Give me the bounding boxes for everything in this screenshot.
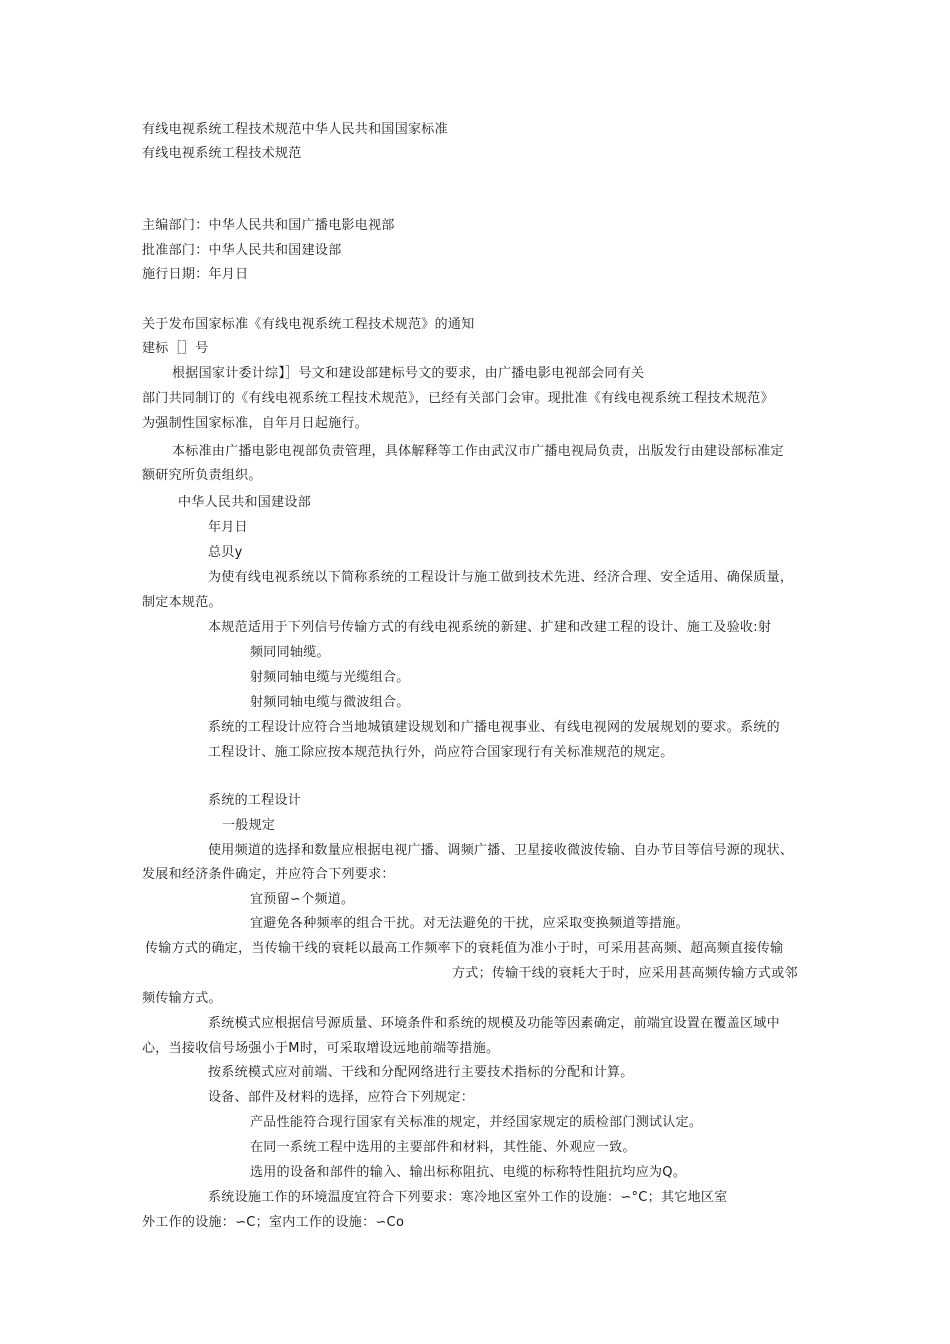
design-clause-3-line-1: 系统模式应根据信号源质量、环境条件和系统的规模及功能等因素确定，前端宜设置在覆盖区域中 (208, 1016, 780, 1031)
design-clause-1-line-2: 发展和经济条件确定，并应符合下列要求： (142, 867, 395, 882)
design-clause-2-line-1: 传输方式的确定，当传输干线的衰耗以最高工作频率下的衰耗值为准小于时，可采用甚高频、超高频直接传输 (145, 941, 784, 956)
general-clause-3-line-2: 工程设计、施工除应按本规范执行外，尚应符合国家现行有关标准规范的规定。 (208, 745, 674, 760)
design-clause-1-item-2: 宜避免各种频率的组合干扰。对无法避免的干扰，应采取变换频道等措施。 (250, 916, 689, 931)
signature-organization: 中华人民共和国建设部 (178, 495, 312, 510)
design-clause-6-line-2: 外工作的设施：∽C；室内工作的设施：∽Co (142, 1215, 405, 1230)
effective-date: 施行日期：年月日 (142, 267, 249, 282)
approver-department: 批准部门：中华人民共和国建设部 (142, 243, 342, 258)
design-clause-5-item-3: 选用的设备和部件的输入、输出标称阻抗、电缆的标称特性阻抗均应为Q。 (250, 1165, 687, 1180)
general-clause-2-item-3: 射频同轴电缆与微波组合。 (250, 695, 410, 710)
general-clause-1-line-1: 为使有线电视系统以下简称系统的工程设计与施工做到技术先进、经济合理、安全适用、确保质量， (208, 570, 794, 585)
title-line-1: 有线电视系统工程技术规范中华人民共和国国家标准 (142, 122, 448, 137)
general-heading: 总贝y (208, 545, 243, 560)
general-clause-1-line-2: 制定本规范。 (142, 595, 222, 610)
notice-title: 关于发布国家标准《有线电视系统工程技术规范》的通知 (142, 317, 475, 332)
signature-date: 年月日 (208, 520, 248, 535)
design-clause-2-line-2: 方式；传输干线的衰耗大于时，应采用甚高频传输方式或邻 (452, 966, 798, 981)
subsection-heading-general: 一般规定 (222, 818, 276, 833)
design-clause-1-item-1: 宜预留∽个频道。 (250, 892, 355, 907)
notice-paragraph-1-line-3: 为强制性国家标准，自年月日起施行。 (142, 416, 369, 431)
notice-number: 建标［］号 (142, 341, 209, 356)
general-clause-3-line-1: 系统的工程设计应符合当地城镇建设规划和广播电视事业、有线电视网的发展规划的要求。系统的 (208, 720, 780, 735)
section-heading-design: 系统的工程设计 (208, 793, 302, 808)
design-clause-1-line-1: 使用频道的选择和数量应根据电视广播、调频广播、卫星接收微波传输、自办节目等信号源的现状、 (208, 843, 794, 858)
notice-paragraph-2-line-1: 本标准由广播电影电视部负责管理，具体解释等工作由武汉市广播电视局负责，出版发行由建设部标准定 (172, 444, 784, 459)
title-line-2: 有线电视系统工程技术规范 (142, 146, 302, 161)
general-clause-2: 本规范适用于下列信号传输方式的有线电视系统的新建、扩建和改建工程的设计、施工及验收:射 (208, 620, 772, 635)
notice-paragraph-1-line-1: 根据国家计委计综】］号文和建设部建标号文的要求，由广播电影电视部会同有关 (172, 366, 645, 381)
design-clause-6-line-1: 系统设施工作的环境温度宜符合下列要求：寒冷地区室外工作的设施：∽°C；其它地区室 (208, 1190, 728, 1205)
editor-department: 主编部门：中华人民共和国广播电影电视部 (142, 218, 395, 233)
design-clause-5-item-2: 在同一系统工程中选用的主要部件和材料，其性能、外观应一致。 (250, 1140, 636, 1155)
notice-paragraph-1-line-2: 部门共同制订的《有线电视系统工程技术规范》，已经有关部门会审。现批准《有线电视系统工程技术规范》 (142, 391, 774, 406)
design-clause-5: 设备、部件及材料的选择，应符合下列规定： (208, 1090, 475, 1105)
general-clause-2-item-2: 射频同轴电缆与光缆组合。 (250, 670, 410, 685)
design-clause-4: 按系统模式应对前端、干线和分配网络进行主要技术指标的分配和计算。 (208, 1065, 634, 1080)
design-clause-5-item-1: 产品性能符合现行国家有关标准的规定，并经国家规定的质检部门测试认定。 (250, 1115, 703, 1130)
design-clause-3-line-2: 心，当接收信号场强小于M时，可采取增设远地前端等措施。 (142, 1041, 500, 1056)
notice-paragraph-2-line-2: 额研究所负责组织。 (142, 468, 262, 483)
general-clause-2-item-1: 频同同轴缆。 (250, 645, 330, 660)
design-clause-2-line-3: 频传输方式。 (142, 991, 222, 1006)
